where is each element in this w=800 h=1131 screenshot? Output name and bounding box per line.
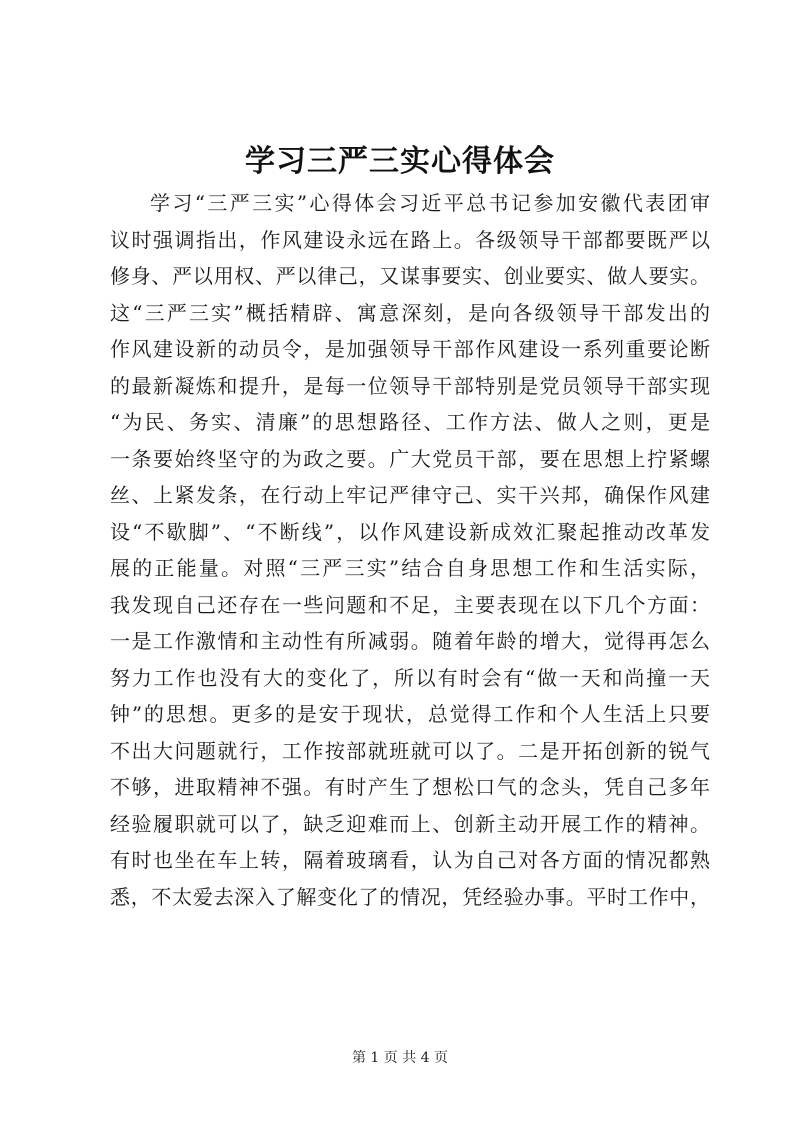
body-line: 一条要始终坚守的为政之要。广大党员干部，要在思想上拧紧螺 — [110, 446, 710, 471]
body-line: 修身、严以用权、严以律己，又谋事要实、创业要实、做人要实。 — [110, 264, 710, 288]
body-line: 这“三严三实”概括精辟、寓意深刻，是向各级领导干部发出的 — [110, 300, 710, 325]
document-title: 学习三严三实心得体会 — [245, 144, 555, 179]
body-line: “为民、务实、清廉”的思想路径、工作方法、做人之则，更是 — [110, 410, 710, 434]
document-body — [110, 185, 710, 915]
body-line: 学习“三严三实”心得体会习近平总书记参加安徽代表团审 — [150, 191, 710, 215]
body-line: 议时强调指出，作风建设永远在路上。各级领导干部都要既严以 — [110, 227, 710, 252]
body-line: 的最新凝炼和提升，是每一位领导干部特别是党员领导干部实现 — [110, 373, 710, 398]
body-line: 有时也坐在车上转，隔着玻璃看，认为自己对各方面的情况都熟 — [110, 848, 710, 872]
body-line: 一是工作激情和主动性有所减弱。随着年龄的增大，觉得再怎么 — [110, 629, 710, 653]
body-line: 不够，进取精神不强。有时产生了想松口气的念头，凭自己多年 — [110, 775, 710, 799]
body-line: 我发现自己还存在一些问题和不足，主要表现在以下几个方面： — [110, 592, 710, 617]
body-line: 经验履职就可以了，缺乏迎难而上、创新主动开展工作的精神。 — [110, 811, 710, 836]
body-line: 悉，不太爱去深入了解变化了的情况，凭经验办事。平时工作中， — [110, 884, 710, 909]
body-line: 展的正能量。对照“三严三实”结合自身思想工作和生活实际， — [110, 556, 710, 580]
body-line: 不出大问题就行，工作按部就班就可以了。二是开拓创新的锐气 — [110, 738, 710, 763]
body-line: 努力工作也没有大的变化了，所以有时会有“做一天和尚撞一天 — [110, 665, 710, 690]
body-line: 设“不歇脚”、“不断线”，以作风建设新成效汇聚起推动改革发 — [110, 519, 710, 544]
body-line: 作风建设新的动员令，是加强领导干部作风建设一系列重要论断 — [110, 337, 710, 361]
body-line: 钟”的思想。更多的是安于现状，总觉得工作和个人生活上只要 — [110, 702, 710, 726]
page-footer: 第 1 页 共 4 页 — [351, 1050, 449, 1066]
body-line: 丝、上紧发条，在行动上牢记严律守己、实干兴邦，确保作风建 — [110, 483, 710, 507]
